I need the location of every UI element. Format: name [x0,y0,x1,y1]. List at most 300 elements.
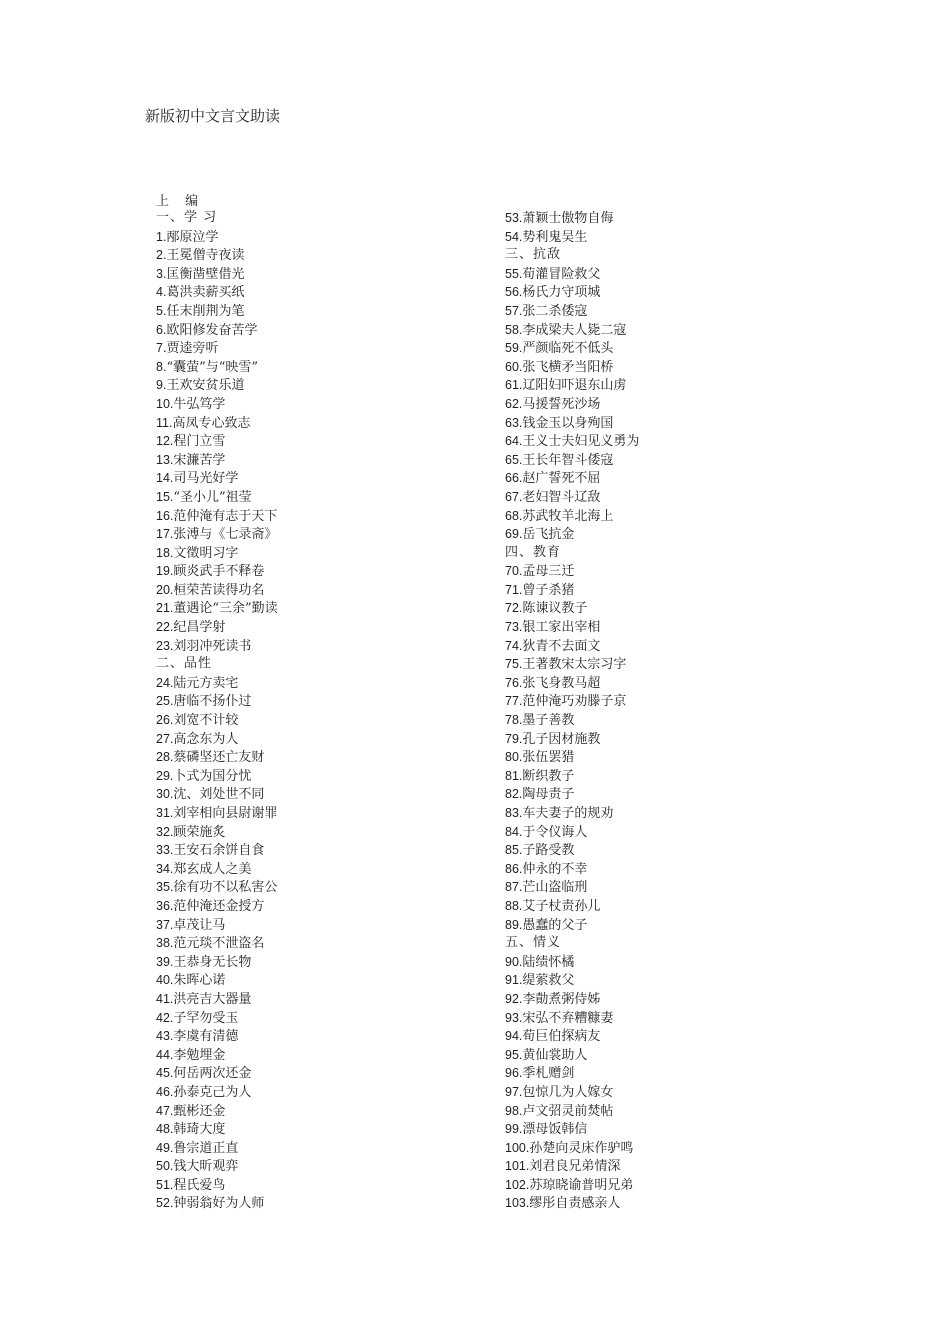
toc-item-title: 荀灌冒险救父 [522,266,601,282]
toc-item-number: 18. [156,545,174,560]
toc-item [505,897,825,916]
toc-item-number: 59. [505,341,523,356]
toc-item [505,953,825,972]
toc-item-title: 车夫妻子的规劝 [522,806,614,821]
toc-item-title: 范仲淹有志于天下 [173,508,278,524]
toc-item [156,544,476,563]
section-heading: 三、抗敌 [505,247,562,263]
toc-item-title: 鲁宗道正直 [173,1140,239,1156]
toc-item [505,581,825,600]
toc-item-number: 8. [156,359,167,374]
toc-item [156,916,476,935]
toc-item-number: 96. [505,1066,523,1081]
toc-item-number: 13. [156,452,174,467]
toc-item [505,339,825,358]
toc-item [156,860,476,879]
toc-item-number: 30. [156,787,174,802]
toc-item [156,1102,476,1121]
toc-item-number: 42. [156,1010,174,1025]
toc-item-title: 高念东为人 [173,731,239,747]
toc-item-title: 韩琦大度 [173,1122,226,1138]
toc-item [505,841,825,860]
toc-item-title: 纪昌学射 [173,620,226,636]
toc-item-title: 刘羽冲死读书 [173,638,252,654]
toc-item-number: 55. [505,266,523,281]
toc-item-number: 27. [156,731,174,746]
toc-item-title: 李成梁夫人毙二寇 [522,322,627,338]
toc-item [156,823,476,842]
toc-item [505,414,825,433]
toc-item-title: 牛弘笃学 [173,396,226,412]
toc-item [156,321,476,340]
toc-item [505,507,825,526]
toc-item-number: 23. [156,638,174,653]
toc-item-number: 68. [505,508,523,523]
toc-item-title: 程门立雪 [173,434,226,450]
toc-item-title: 芒山盗临刑 [522,880,588,896]
toc-item-number: 41. [156,991,174,1006]
toc-item-number: 22. [156,620,174,635]
toc-item-title: 贾逵旁听 [166,341,219,357]
toc-right-column [505,209,825,1213]
toc-item-number: 82. [505,787,523,802]
toc-item-title: 马援誓死沙场 [522,396,601,412]
toc-item-number: 17. [156,527,174,542]
toc-item [156,1083,476,1102]
toc-item [505,804,825,823]
toc-item-title: 辽阳妇吓退东山虏 [522,378,627,394]
toc-item-number: 20. [156,582,174,597]
toc-item-number: 70. [505,564,523,579]
toc-item [156,785,476,804]
toc-item [505,990,825,1009]
toc-item-number: 21. [156,601,174,616]
toc-item-title: 曾子杀猪 [522,582,575,598]
toc-item [505,1194,825,1213]
toc-item [505,469,825,488]
toc-item [505,376,825,395]
toc-item [505,432,825,451]
toc-item-title: 张溥与《七录斋》 [173,527,278,543]
toc-item-title: 荀巨伯探病友 [522,1029,601,1045]
toc-item-title: 势利鬼吴生 [522,229,588,245]
toc-item [505,358,825,377]
toc-left-column [156,209,476,1213]
toc-item-number: 93. [505,1010,523,1025]
toc-item-title: 张二杀倭寇 [522,303,588,319]
toc-item-number: 56. [505,285,523,300]
toc-item-number: 94. [505,1029,523,1044]
toc-item-title: 断织教子 [522,768,575,784]
toc-item-title: 王恭身无长物 [173,954,252,970]
toc-item-title: 钱大昕观弈 [173,1159,239,1175]
toc-item [156,637,476,656]
toc-item [156,1120,476,1139]
toc-item-title: 老妇智斗辽敌 [522,489,601,505]
toc-item-number: 36. [156,898,174,913]
toc-item [505,599,825,618]
toc-item [156,581,476,600]
toc-item [505,1027,825,1046]
toc-item [156,971,476,990]
toc-item [156,767,476,786]
toc-item-number: 33. [156,843,174,858]
toc-item-number: 4. [156,285,167,300]
toc-item-title: 墨子善教 [522,713,575,729]
toc-item-number: 19. [156,564,174,579]
toc-item [505,1064,825,1083]
toc-item-number: 5. [156,303,167,318]
toc-item-number: 15. [156,489,174,504]
toc-item [156,711,476,730]
toc-item-number: 63. [505,415,523,430]
toc-item [156,934,476,953]
toc-item-title: 黄仙裳助人 [522,1047,588,1063]
toc-item-number: 44. [156,1047,174,1062]
toc-item-title: 程氏爱鸟 [173,1177,226,1193]
toc-item [156,488,476,507]
toc-item [156,395,476,414]
toc-item-number: 86. [505,861,523,876]
toc-item [156,804,476,823]
toc-item [156,339,476,358]
toc-item-number: 28. [156,750,174,765]
toc-item [156,953,476,972]
toc-item-title: 愚蠢的父子 [522,917,588,933]
toc-item-number: 48. [156,1122,174,1137]
toc-item-number: 10. [156,396,174,411]
toc-item-number: 66. [505,471,523,486]
toc-item [505,711,825,730]
toc-item [505,1102,825,1121]
toc-item-title: 李勣煮粥侍姊 [522,991,601,1007]
toc-item-number: 75. [505,657,523,672]
toc-item-number: 99. [505,1122,523,1137]
toc-item-number: 84. [505,824,523,839]
toc-item [505,916,825,935]
toc-item-title: 缪彤自责感亲人 [529,1196,621,1212]
toc-item-title: 唐临不扬仆过 [173,694,252,710]
toc-item [505,730,825,749]
toc-item-title: 严颜临死不低头 [522,341,614,357]
toc-item-number: 50. [156,1159,174,1174]
toc-item [156,376,476,395]
toc-item-title: 范仲淹还金授方 [173,898,265,914]
toc-item-number: 79. [505,731,523,746]
toc-item-title: 陆绩怀橘 [522,954,575,970]
toc-item-number: 72. [505,601,523,616]
toc-item [505,321,825,340]
toc-item-number: 47. [156,1103,174,1118]
toc-item-title: 陈谏议教子 [522,601,588,617]
toc-item-title: 季札赠剑 [522,1066,575,1082]
toc-item [156,841,476,860]
toc-item-number: 58. [505,322,523,337]
toc-item-number: 34. [156,861,174,876]
toc-item-number: 69. [505,527,523,542]
section-heading: 二、品性 [156,656,213,672]
toc-item-number: 61. [505,378,523,393]
toc-item-title: 李勉埋金 [173,1047,226,1063]
toc-item [156,1009,476,1028]
toc-item [156,469,476,488]
toc-item [156,507,476,526]
toc-item-number: 43. [156,1029,174,1044]
toc-item [505,525,825,544]
toc-item [505,767,825,786]
toc-item-title: 何岳两次还金 [173,1066,252,1082]
section-heading: 五、情义 [505,935,562,951]
toc-item-number: 7. [156,341,167,356]
toc-item-number: 24. [156,675,174,690]
toc-item [505,209,825,228]
toc-item-number: 16. [156,508,174,523]
toc-item-number: 11. [156,415,173,430]
toc-item [156,897,476,916]
toc-item-number: 62. [505,396,523,411]
toc-item-title: 赵广誓死不屈 [522,471,601,487]
toc-item [156,562,476,581]
toc-item-title: 于令仪诲人 [522,824,588,840]
toc-item-title: 徐有功不以私害公 [173,880,278,896]
toc-item-title: 子路受教 [522,843,575,859]
section-heading: 一、学 习 [156,210,218,225]
toc-item [156,432,476,451]
toc-item-title: 桓荣苦读得功名 [173,582,265,598]
toc-item-title: 司马光好学 [173,471,239,487]
toc-item-title: 萧颖士傲物自侮 [522,211,614,226]
toc-item-number: 37. [156,917,174,932]
toc-item-number: 14. [156,471,174,486]
toc-item-number: 83. [505,806,523,820]
toc-item-title: 蔡磷坚还亡友财 [173,750,265,766]
toc-item-title: 顾炎武手不释卷 [173,564,265,580]
toc-item [505,265,825,284]
toc-item-number: 73. [505,620,523,635]
toc-item-title: 苏琼晓谕普明兄弟 [529,1177,634,1193]
toc-item [505,1046,825,1065]
toc-item-title: 洪亮吉大器量 [173,991,252,1007]
toc-item-number: 65. [505,452,523,467]
toc-item [505,1009,825,1028]
toc-item-number: 54. [505,229,523,244]
toc-item [505,302,825,321]
toc-item-number: 90. [505,954,523,969]
toc-item [505,451,825,470]
toc-item-number: 80. [505,750,523,765]
toc-item-title: 王安石余饼自食 [173,843,265,859]
toc-item-number: 85. [505,843,523,858]
toc-item-title: “圣小儿”祖莹 [173,489,252,505]
toc-item [505,748,825,767]
toc-item-title: 孔子因材施教 [522,731,601,747]
toc-item-number: 64. [505,434,523,449]
toc-item [156,1157,476,1176]
toc-item-number: 95. [505,1047,523,1062]
toc-item-title: 郑玄成人之美 [173,861,252,877]
toc-item-title: 陆元方卖宅 [173,675,239,691]
toc-item-title: 宋弘不弃糟糠妻 [522,1010,614,1026]
toc-item [505,878,825,897]
toc-item-number: 77. [505,694,523,709]
toc-item-number: 12. [156,434,174,449]
toc-item-title: 王著教宋太宗习字 [522,657,627,673]
toc-item-number: 49. [156,1140,174,1155]
toc-item-title: 范元琰不泄盗名 [173,936,265,952]
toc-item-title: 刘宰相向县尉谢罪 [173,806,278,821]
toc-item-number: 32. [156,824,174,839]
toc-item [156,1194,476,1213]
toc-item [156,1027,476,1046]
toc-item [505,785,825,804]
toc-item-title: 匡衡凿壁借光 [166,266,245,282]
toc-item [156,748,476,767]
toc-item [156,1176,476,1195]
toc-item-title: 朱晖心诺 [173,973,226,989]
toc-item-number: 39. [156,954,174,969]
toc-item-number: 6. [156,322,167,337]
toc-item-title: 顾荣施炙 [173,824,226,840]
toc-item-number: 31. [156,806,174,820]
toc-item-title: “囊萤”与“映雪” [166,359,259,375]
toc-item-number: 51. [156,1177,174,1192]
toc-item [505,488,825,507]
toc-item-title: 卓茂让马 [173,917,226,933]
toc-item-number: 103. [505,1196,530,1211]
toc-item-number: 92. [505,991,523,1006]
toc-item [505,1120,825,1139]
toc-item-number: 2. [156,248,167,263]
toc-item-title: 高凤专心致志 [172,415,251,431]
toc-item-title: 沈、刘处世不同 [173,787,265,803]
toc-item-title: 王冕僧寺夜读 [166,248,245,264]
toc-item-number: 46. [156,1084,174,1099]
toc-item-number: 1. [156,229,167,244]
toc-item-number: 97. [505,1084,523,1099]
toc-item-number: 38. [156,936,174,951]
toc-item-number: 100. [505,1140,530,1155]
toc-item-title: 子罕勿受玉 [173,1010,239,1026]
toc-item [156,228,476,247]
toc-item-title: 卜式为国分忧 [173,768,252,784]
toc-item [505,860,825,879]
toc-item-number: 88. [505,898,523,913]
toc-item [505,1083,825,1102]
toc-item-title: 包惊几为人嫁女 [522,1084,614,1100]
toc-item-title: 杨氏力守项城 [522,285,601,301]
toc-item [505,562,825,581]
toc-item-title: 漂母饭韩信 [522,1122,588,1138]
toc-item-title: 董遇论“三余”勤读 [173,601,278,617]
toc-item [505,228,825,247]
toc-item [505,1139,825,1158]
toc-item [505,692,825,711]
toc-item-title: 宋濂苦学 [173,452,226,468]
toc-item-title: 钟弱翁好为人师 [173,1196,265,1212]
toc-item-number: 25. [156,694,174,709]
toc-item [505,395,825,414]
toc-item [505,823,825,842]
toc-item [156,451,476,470]
toc-item-number: 29. [156,768,174,783]
toc-item [156,265,476,284]
toc-item-number: 3. [156,266,167,281]
toc-item-title: 王长年智斗倭寇 [522,452,614,468]
toc-item [156,990,476,1009]
toc-item-number: 87. [505,880,523,895]
toc-item [505,283,825,302]
toc-item-number: 60. [505,359,523,374]
toc-item-title: 孙泰克己为人 [173,1084,252,1100]
toc-item-title: 刘君良兄弟情深 [529,1159,621,1175]
toc-item-title: 刘宽不计较 [173,713,239,729]
toc-item-title: 欧阳修发奋苦学 [166,322,258,338]
toc-item [156,414,476,433]
toc-item-title: 缇萦救父 [522,973,575,989]
toc-item-number: 9. [156,378,167,393]
toc-item-title: 狄青不去面文 [522,638,601,654]
toc-item-number: 101. [505,1159,530,1174]
toc-item-title: 王义士夫妇见义勇为 [522,434,640,450]
toc-item-title: 张伍罢猎 [522,750,575,766]
toc-item [505,637,825,656]
toc-item-title: 孟母三迁 [522,564,575,580]
toc-item [505,655,825,674]
toc-item-number: 81. [505,768,523,783]
toc-item-title: 仲永的不幸 [522,861,588,877]
toc-item-number: 57. [505,303,523,318]
toc-item-title: 王欢安贫乐道 [166,378,245,394]
toc-item-number: 78. [505,713,523,728]
toc-item [156,525,476,544]
toc-item [156,878,476,897]
toc-item-number: 53. [505,211,523,225]
toc-item-number: 71. [505,582,523,597]
toc-item [505,618,825,637]
toc-item-title: 张飞身教马超 [522,675,601,691]
toc-item [156,1064,476,1083]
section-heading: 四、教育 [505,544,562,560]
toc-item [156,246,476,265]
toc-item [156,618,476,637]
toc-item-title: 李虞有清德 [173,1029,239,1045]
toc-item-number: 98. [505,1103,523,1118]
toc-item-number: 91. [505,973,523,988]
toc-item-title: 陶母责子 [522,787,575,803]
toc-item-number: 52. [156,1196,174,1211]
toc-item [156,358,476,377]
toc-item [156,674,476,693]
toc-item-number: 67. [505,489,523,504]
toc-item-title: 葛洪卖薪买纸 [166,285,245,301]
toc-item-title: 银工家出宰相 [522,620,601,636]
toc-item-number: 35. [156,880,174,895]
toc-item-title: 钱金玉以身殉国 [522,415,614,431]
toc-item [505,1157,825,1176]
toc-item [505,1176,825,1195]
toc-item-number: 45. [156,1066,174,1081]
toc-item-title: 范仲淹巧劝滕子京 [522,694,627,710]
toc-item-number: 76. [505,675,523,690]
toc-item-title: 苏武牧羊北海上 [522,508,614,524]
toc-item-number: 74. [505,638,523,653]
toc-item [505,971,825,990]
toc-item [156,302,476,321]
toc-item [156,283,476,302]
toc-item-title: 任末削荆为笔 [166,303,245,319]
part-heading: 上 编 [156,194,205,209]
toc-item-title: 张飞横矛当阳桥 [522,359,614,375]
